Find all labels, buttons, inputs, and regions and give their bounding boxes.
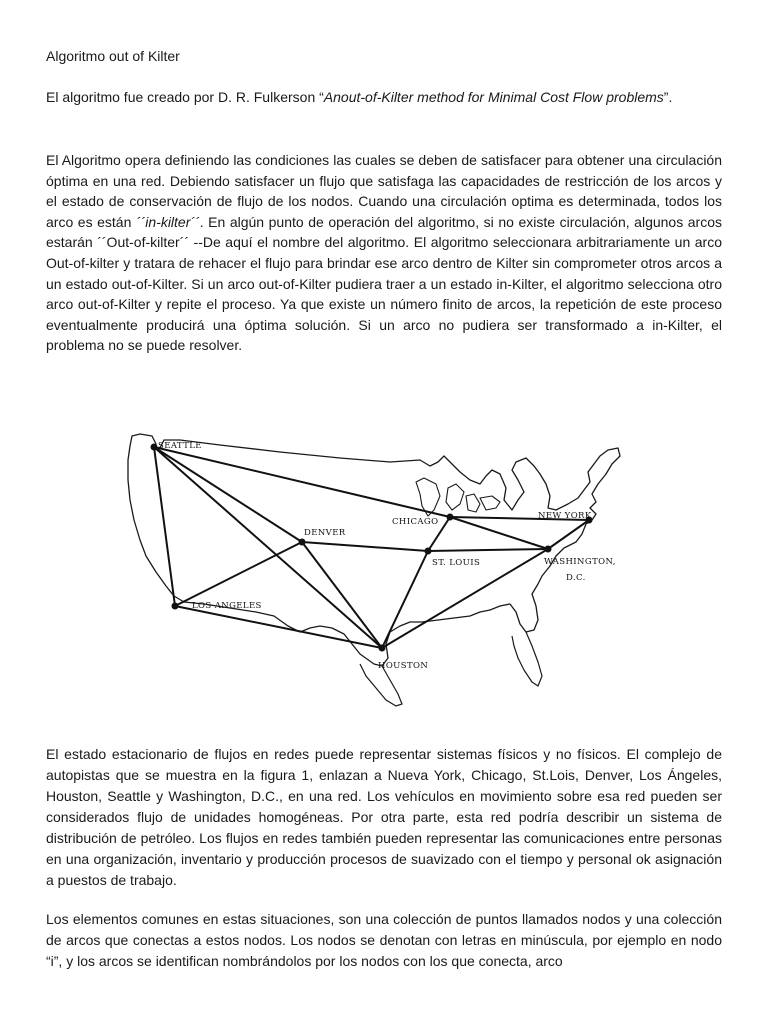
label-seattle: SEATTLE [158, 441, 202, 451]
arc-losangeles-houston [175, 606, 382, 648]
node-los-angeles [172, 603, 179, 610]
paragraph-algorithm [46, 150, 722, 356]
algorithm-text-a: El Algoritmo opera definiendo las condiciones las cuales se deben de satisfacer para obtener una circulación óptima en una red. Debiendo satisfacer un flujo que satisfaga las capacidades de restricción de los arcos y el estado de conservación de flujo de los nodos. Cuando una circulación optima es determinada, todos los arco es están [46, 152, 722, 230]
node-washington [545, 546, 552, 553]
algorithm-text-c: . En algún punto de operación del algoritmo, si no existe circulación, algunos arcos estarán ´´Out-of-kilter´´ --De aquí el nombre del algoritmo. El algoritmo seleccionara arbitrariamente un arco Out-of-kilter y tratara de rehacer el flujo para brindar ese arco dentro de Kilter sin comprometer otros arcos a un estado out-of-Kilter. Si un arco out-of-Kilter pudiera traer a un estado in-Kilter, el algoritmo selecciona otro arco out-of-Kilter y repite el proceso. Ya que existe un número finito de arcos, la repetición de este proceso eventualmente producirá una óptima solución. Si un arco no pudiera ser transformado a in-Kilter, el problema no se puede resolver. [46, 213, 722, 354]
author-text: El algoritmo fue creado por D. R. Fulkerson “ [46, 89, 324, 105]
great-lakes [416, 478, 500, 516]
arc-seattle-losangeles [154, 447, 175, 606]
paper-title: Anout-of-Kilter method for Minimal Cost Flow problems [323, 89, 664, 105]
label-denver: DENVER [304, 528, 346, 538]
arc-chicago-washington [450, 517, 548, 549]
node-houston [379, 645, 386, 652]
label-washington-dc: D.C. [566, 573, 586, 583]
author-text-end: ”. [663, 89, 673, 105]
arc-denver-stlouis [302, 542, 428, 551]
label-houston: HOUSTON [378, 661, 429, 671]
arc-denver-houston [302, 542, 382, 648]
florida-outline [512, 632, 542, 686]
node-seattle [151, 444, 158, 451]
network-arcs [154, 447, 589, 648]
document-title: Algoritmo out of Kilter [46, 48, 180, 64]
arc-stlouis-washington [428, 549, 548, 551]
label-washington: WASHINGTON, [544, 557, 616, 567]
label-los-angeles: LOS ANGELES [192, 601, 262, 611]
node-denver [299, 539, 306, 546]
us-network-map [120, 400, 650, 720]
us-network-map-figure [120, 400, 650, 720]
label-chicago: CHICAGO [392, 517, 439, 527]
paragraph-network-examples: El estado estacionario de flujos en redes puede representar sistemas físicos y no físicos. El complejo de autopistas que se muestra en la figura 1, enlazan a Nueva York, Chicago, St.Lois, Denver, Los Ángeles, Houston, Seattle y Washington, D.C., en una red. Los vehículos en movimiento sobre esa red pueden ser considerados flujo de unidades homogéneas. Por otra parte, esta red podría describir un sistema de distribución de petróleo. Los flujos en redes también pueden representar las comunicaciones entre personas en una organización, inventario y producción procesos de suavizado con el tiempo y personal ok asignación a puestos de trabajo. [46, 746, 722, 888]
arc-losangeles-denver [175, 542, 302, 606]
arc-seattle-denver [154, 447, 302, 542]
paragraph-nodes-arcs: Los elementos comunes en estas situaciones, son una colección de puntos llamados nodos y una colección de arcos que conectas a estos nodos. Los nodos se denotan con letras en minúscula, por ejemplo en nodo “i”, y los arcos se identifican nombrándolos por los nodos con los que conecta, arco [46, 911, 722, 969]
label-new-york: NEW YORK [538, 511, 592, 521]
in-kilter-term: ´´in-kilter´´ [135, 213, 200, 230]
node-st-louis [425, 548, 432, 555]
arc-newyork-washington [548, 520, 589, 549]
label-st-louis: ST. LOUIS [432, 558, 481, 568]
arc-seattle-chicago [154, 447, 450, 517]
arc-seattle-houston [154, 447, 382, 648]
paragraph-author [46, 87, 722, 108]
node-chicago [447, 514, 454, 521]
